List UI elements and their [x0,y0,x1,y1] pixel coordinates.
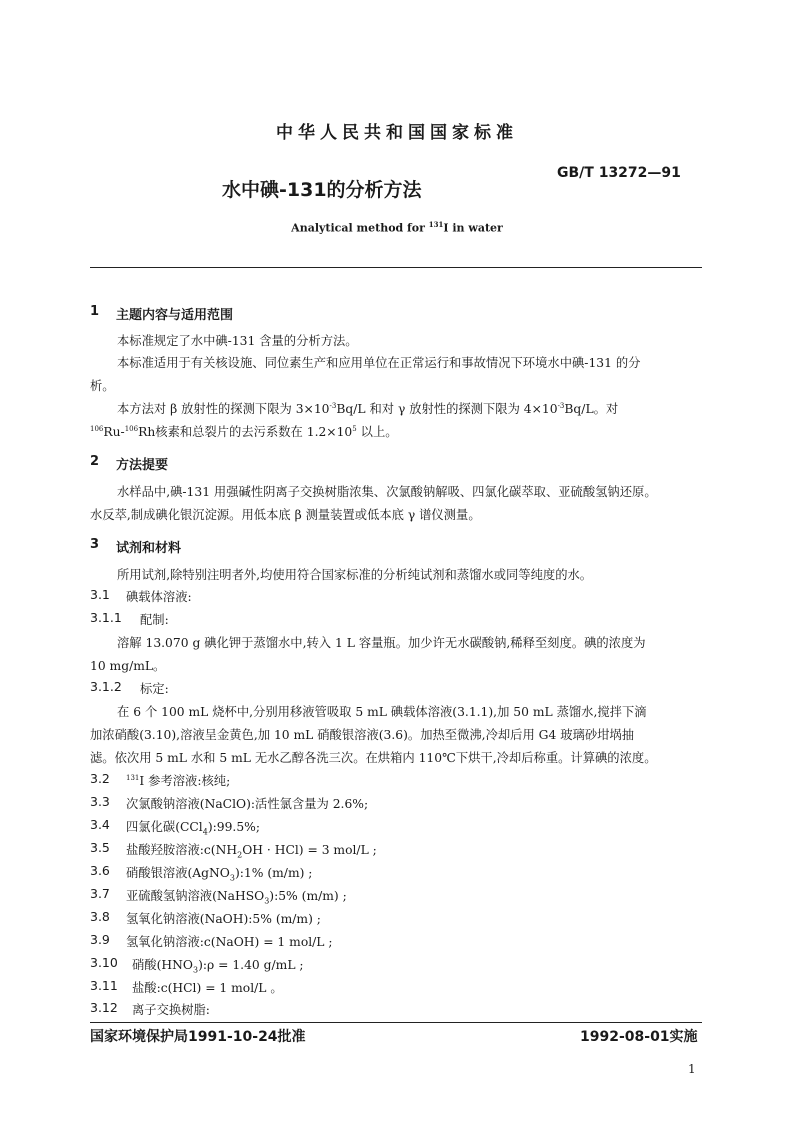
approval-date: 国家环境保护局1991-10-24批准 [90,1029,306,1045]
clause-3-1-2-para-3: 滤。依次用 5 mL 水和 5 mL 无水乙醇各洗三次。在烘箱内 110℃下烘干,冷却后称重。计算碘的浓度。 [90,751,657,765]
clause-3-11-number: 3.11 [90,978,118,993]
section-2-para-1: 水样品中,碘-131 用强碱性阴离子交换树脂浓集、次氯酸钠解吸、四氯化碳萃取、亚硫酸氢钠还原。 [117,485,657,499]
clause-3-7-number: 3.7 [90,886,110,901]
clause-3-11-text: 盐酸:c(HCl) = 1 mol/L 。 [132,981,283,995]
clause-3-1-2-para-2: 加浓硝酸(3.10),溶液呈金黄色,加 10 mL 硝酸银溶液(3.6)。加热至微沸,冷却后用 G4 玻璃砂坩埚抽 [90,728,635,742]
clause-3-1-2-text: 标定: [140,682,169,696]
clause-3-3-number: 3.3 [90,794,110,809]
clause-3-3-text: 次氯酸钠溶液(NaClO):活性氯含量为 2.6%; [126,797,369,811]
clause-3-9-number: 3.9 [90,932,110,947]
clause-3-9-text: 氢氧化钠溶液:c(NaOH) = 1 mol/L ; [126,935,333,949]
section-1-para-2: 本标准适用于有关核设施、同位素生产和应用单位在正常运行和事故情况下环境水中碘-131 的分 [117,356,641,370]
footer-rule [90,1022,702,1023]
clause-3-6-text: 硝酸银溶液(AgNO$_3$):1% (m/m) ; [126,866,313,883]
clause-3-1-1-number: 3.1.1 [90,610,122,625]
document-title: 水中碘-131的分析方法 [222,179,422,201]
clause-3-2-number: 3.2 [90,771,110,786]
section-2-para-1-cont: 水反萃,制成碘化银沉淀源。用低本底 β 测量装置或低本底 γ 谱仪测量。 [90,508,481,522]
standard-number: GB/T 13272—91 [557,165,681,181]
clause-3-1-1-para: 溶解 13.070 g 碘化钾于蒸馏水中,转入 1 L 容量瓶。加少许无水碳酸钠,稀释至刻度。碘的浓度为 [117,636,646,650]
clause-3-6-number: 3.6 [90,863,110,878]
english-title: Analytical method for $^{131}$I in water [291,220,503,235]
section-3-number: 3 [90,537,100,552]
clause-3-1-text: 碘载体溶液: [126,590,192,604]
clause-3-10-text: 硝酸$(HNO_3):\rho = 1.40$ g/mL ; [132,958,304,975]
clause-3-4-number: 3.4 [90,817,110,832]
clause-3-12-number: 3.12 [90,1000,118,1015]
section-1-para-3: 本方法对 β 放射性的探测下限为 $3\times 10^{-3}Bq/L$ 和对 γ 放射性的探测下限为 $4\times 10^{-3}Bq/L$。对 [117,401,619,416]
section-1-para-1: 本标准规定了水中碘-131 含量的分析方法。 [117,334,358,348]
clause-3-5-text: 盐酸羟胺溶液$:c(NH_2OH \cdot HCl) = 3$ mol/L ; [126,843,377,860]
header-rule [90,267,702,268]
section-1-heading: 主题内容与适用范围 [116,308,234,323]
clause-3-1-1-para-cont: 10 mg/mL。 [90,659,166,673]
section-1-number: 1 [90,304,100,319]
clause-3-5-number: 3.5 [90,840,110,855]
section-2-heading: 方法提要 [116,458,169,473]
clause-3-10-number: 3.10 [90,955,118,970]
clause-3-7-text: 亚硫酸氢钠溶液(NaHSO$_3$):5% (m/m) ; [126,889,347,906]
clause-3-1-2-number: 3.1.2 [90,679,122,694]
clause-3-2-text: $^{131}$I 参考溶液:核纯; [126,773,231,788]
section-2-number: 2 [90,454,100,469]
section-1-para-2-cont: 析。 [90,379,115,393]
clause-3-1-1-text: 配制: [140,613,169,627]
clause-3-8-text: 氢氧化钠溶液(NaOH):5% (m/m) ; [126,912,321,926]
clause-3-1-2-para-1: 在 6 个 100 mL 烧杯中,分别用移液管吸取 5 mL 碘载体溶液(3.1.1),加 50 mL 蒸馏水,搅拌下滴 [117,705,647,719]
section-3-heading: 试剂和材料 [116,541,182,556]
clause-3-4-text: 四氯化碳(CCl$_4$):99.5%; [126,820,260,837]
section-3-intro: 所用试剂,除特别注明者外,均使用符合国家标准的分析纯试剂和蒸馏水或同等纯度的水。 [117,568,593,582]
clause-3-1-number: 3.1 [90,587,110,602]
clause-3-12-text: 离子交换树脂: [132,1003,210,1017]
section-1-para-3-cont: $^{106}$Ru-$^{106}$Rh核素和总裂片的去污系数在 $1.2\times 10^5$ 以上。 [90,424,398,439]
page-number: 1 [688,1062,696,1076]
effective-date: 1992-08-01实施 [580,1029,698,1045]
issuing-body: 中华人民共和国国家标准 [276,123,518,143]
clause-3-8-number: 3.8 [90,909,110,924]
